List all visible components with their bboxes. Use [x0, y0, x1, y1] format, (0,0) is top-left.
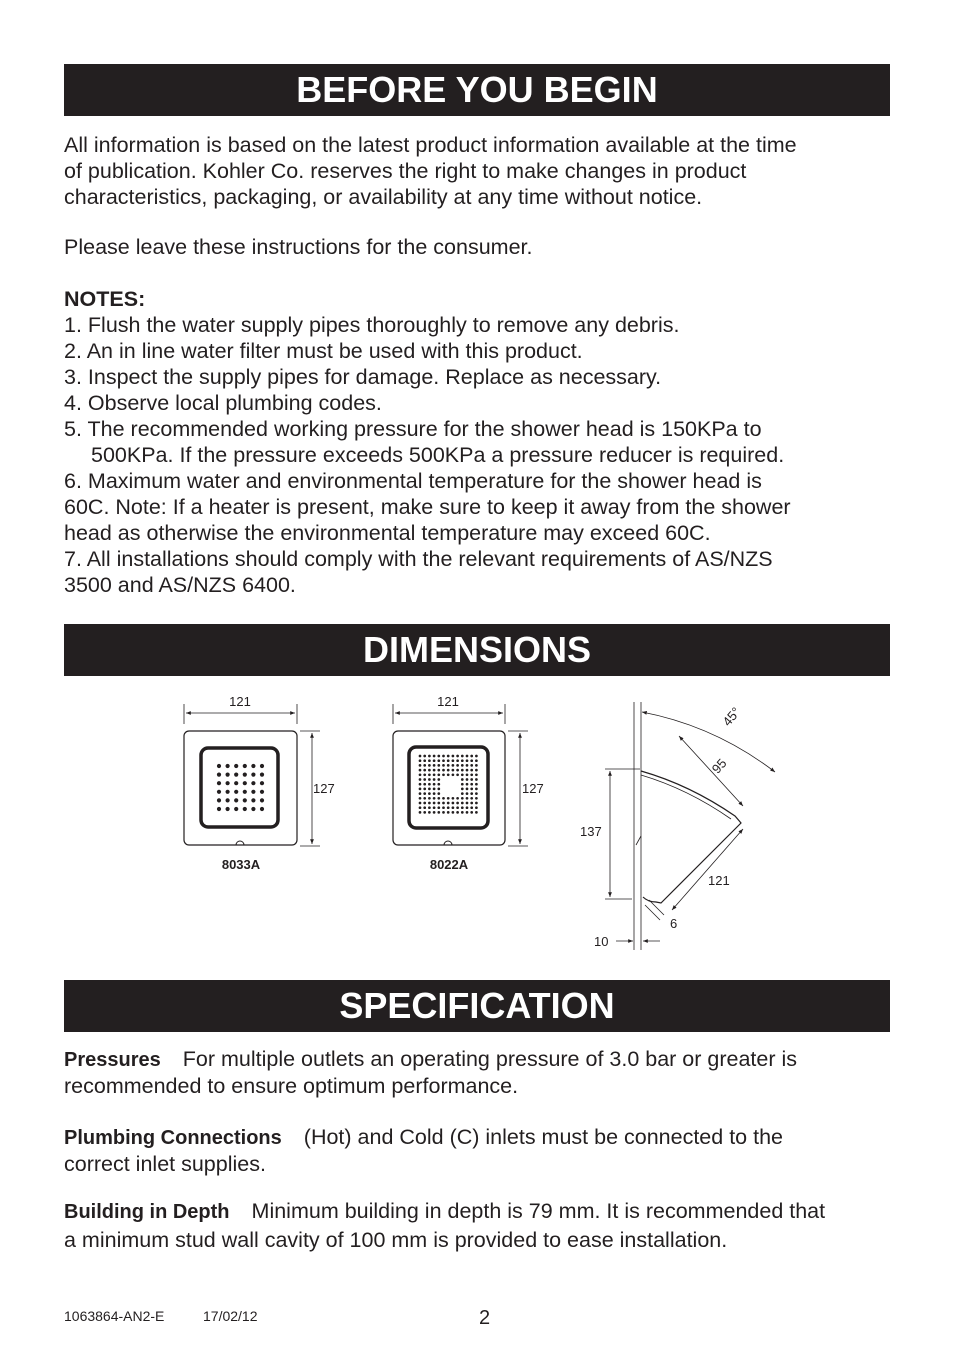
spray-nozzle-dot: [456, 759, 459, 762]
width-label-8033a: 121: [229, 694, 251, 709]
spray-nozzle-dot: [452, 764, 455, 767]
spray-nozzle-dot: [475, 773, 478, 776]
spray-nozzle-dot: [251, 798, 255, 802]
spray-nozzle-dot: [260, 781, 264, 785]
spray-nozzle-dot: [475, 802, 478, 805]
spray-nozzle-dot: [470, 811, 473, 814]
spray-nozzle-dot: [423, 783, 426, 786]
spray-nozzle-dot: [466, 788, 469, 791]
plumbing-text: (Hot) and Cold (C) inlets must be connected to the: [303, 1125, 783, 1149]
spray-nozzle-dot: [260, 773, 264, 777]
spray-nozzle-dot: [470, 769, 473, 772]
spray-nozzle-dot: [452, 811, 455, 814]
spray-nozzle-dot: [423, 759, 426, 762]
note-line: 6. Maximum water and environmental temperature for the shower head is: [64, 469, 762, 493]
spray-nozzle-dot: [470, 802, 473, 805]
spray-nozzle-dot: [475, 769, 478, 772]
spray-nozzle-dot: [470, 788, 473, 791]
spray-nozzle-dot: [428, 811, 431, 814]
spray-nozzle-dot: [433, 797, 436, 800]
spray-nozzle-dot: [470, 773, 473, 776]
spray-nozzle-dot: [226, 807, 230, 811]
note-line: head as otherwise the environmental temperature may exceed 60C.: [64, 521, 711, 545]
spray-nozzle-dot: [447, 811, 450, 814]
spray-nozzle-dot: [456, 769, 459, 772]
spray-nozzle-dot: [456, 811, 459, 814]
pressures-text: For multiple outlets an operating pressure of 3.0 bar or greater is: [182, 1047, 798, 1071]
page-number: 2: [479, 1307, 491, 1329]
spray-nozzle-dot: [423, 797, 426, 800]
spray-nozzle-dot: [466, 783, 469, 786]
spray-nozzle-dot: [466, 773, 469, 776]
spray-nozzle-dot: [428, 755, 431, 758]
spray-nozzle-dot: [447, 802, 450, 805]
height-label-8022a: 127: [522, 781, 544, 796]
spray-nozzle-dot: [437, 788, 440, 791]
spray-nozzle-dot: [217, 781, 221, 785]
spray-nozzle-dot: [243, 781, 247, 785]
spray-nozzle-dot: [419, 797, 422, 800]
spray-nozzle-dot: [470, 755, 473, 758]
spray-nozzle-dot: [433, 811, 436, 814]
document-date: 17/02/12: [203, 1308, 258, 1324]
spray-nozzle-dot: [260, 764, 264, 768]
spray-nozzle-dot: [456, 797, 459, 800]
spray-nozzle-dot: [466, 769, 469, 772]
spray-nozzle-dot: [423, 778, 426, 781]
note-line: 3500 and AS/NZS 6400.: [64, 573, 296, 597]
spray-nozzle-dot: [243, 773, 247, 777]
spray-nozzle-dot: [442, 797, 445, 800]
spray-nozzle-dot: [423, 802, 426, 805]
spray-nozzle-dot: [466, 755, 469, 758]
spray-nozzle-dot: [217, 807, 221, 811]
spray-nozzle-dot: [447, 764, 450, 767]
spray-nozzle-dot: [428, 783, 431, 786]
plumbing-text-continued: correct inlet supplies.: [64, 1152, 266, 1176]
spray-nozzle-dot: [447, 797, 450, 800]
spray-nozzle-dot: [243, 764, 247, 768]
spray-nozzle-dot: [437, 764, 440, 767]
plumbing-connections-label: Plumbing Connections: [64, 1127, 282, 1149]
spray-nozzle-dot: [447, 773, 450, 776]
arm-length-label: 95: [708, 755, 730, 777]
height-label-8033a: 127: [313, 781, 335, 796]
spray-nozzle-dot: [452, 797, 455, 800]
spray-nozzle-dot: [437, 797, 440, 800]
spray-nozzle-dot: [226, 773, 230, 777]
spray-nozzle-dot: [428, 797, 431, 800]
spray-nozzle-dot: [226, 764, 230, 768]
spray-nozzle-dot: [419, 764, 422, 767]
spray-nozzle-dot: [433, 802, 436, 805]
spray-nozzle-dot: [475, 778, 478, 781]
spray-nozzle-dot: [226, 781, 230, 785]
spray-nozzle-dot: [419, 792, 422, 795]
spray-nozzle-dot: [423, 811, 426, 814]
spray-nozzle-dot: [419, 788, 422, 791]
document-code: 1063864-AN2-E: [64, 1308, 165, 1324]
note-line: 2. An in line water filter must be used with this product.: [64, 339, 583, 363]
pressures-label: Pressures: [64, 1049, 161, 1071]
spray-nozzle-dot: [433, 773, 436, 776]
spray-nozzle-dot: [475, 811, 478, 814]
spray-nozzle-dot: [475, 806, 478, 809]
spray-nozzle-dot: [423, 755, 426, 758]
note-line: 4. Observe local plumbing codes.: [64, 391, 382, 415]
spray-nozzle-dot: [217, 790, 221, 794]
spray-nozzle-dot: [470, 778, 473, 781]
spray-nozzle-dot: [260, 798, 264, 802]
spray-nozzle-dot: [251, 773, 255, 777]
notes-list: [64, 286, 791, 598]
spray-nozzle-dot: [428, 769, 431, 772]
intro-line: characteristics, packaging, or availability at any time without notice.: [64, 185, 703, 209]
spray-nozzle-dot: [466, 806, 469, 809]
spray-nozzle-dot: [437, 783, 440, 786]
spray-nozzle-dot: [442, 811, 445, 814]
spray-nozzle-dot: [428, 764, 431, 767]
spray-nozzle-dot: [442, 773, 445, 776]
spray-nozzle-dot: [437, 778, 440, 781]
pressures-text-continued: recommended to ensure optimum performance.: [64, 1074, 519, 1098]
spray-nozzle-dot: [456, 755, 459, 758]
depth-spec-line: [64, 1199, 825, 1224]
spray-nozzle-dot: [243, 798, 247, 802]
spray-nozzle-dot: [433, 788, 436, 791]
spray-nozzle-dot: [217, 773, 221, 777]
spray-nozzle-dot: [437, 769, 440, 772]
note-line: 7. All installations should comply with the relevant requirements of AS/NZS: [64, 547, 773, 571]
spray-nozzle-dot: [442, 759, 445, 762]
note-line: 5. The recommended working pressure for the shower head is 150KPa to: [64, 417, 762, 441]
spray-nozzle-dot: [419, 759, 422, 762]
spray-nozzle-dot: [475, 755, 478, 758]
spray-nozzle-dot: [437, 802, 440, 805]
width-label-8022a: 121: [437, 694, 459, 709]
spray-nozzle-dot: [461, 755, 464, 758]
note-line: 1. Flush the water supply pipes thoroughly to remove any debris.: [64, 313, 680, 337]
building-in-depth-label: Building in Depth: [64, 1201, 230, 1223]
spray-nozzle-dot: [433, 769, 436, 772]
spray-nozzle-dot: [466, 811, 469, 814]
spray-nozzle-dot: [251, 790, 255, 794]
spray-nozzle-dot: [226, 790, 230, 794]
spray-nozzle-dot: [428, 759, 431, 762]
spray-nozzle-dot: [475, 783, 478, 786]
spray-nozzle-dot: [419, 806, 422, 809]
offset-label-side: 10: [594, 934, 609, 949]
spray-nozzle-dot: [437, 811, 440, 814]
spray-nozzle-dot: [423, 788, 426, 791]
spray-nozzle-dot: [437, 755, 440, 758]
spray-nozzle-dot: [466, 764, 469, 767]
height-label-side: 137: [580, 824, 602, 839]
spray-nozzle-dot: [442, 802, 445, 805]
spray-nozzle-dot: [470, 764, 473, 767]
spray-nozzle-dot: [470, 797, 473, 800]
spray-nozzle-dot: [428, 806, 431, 809]
spray-nozzle-dot: [234, 764, 238, 768]
spray-nozzle-dot: [456, 764, 459, 767]
gap-label-side: 6: [670, 916, 678, 931]
angle-label: 45°: [719, 704, 744, 729]
model-label-8033a: 8033A: [221, 857, 261, 872]
leave-instructions-note: Please leave these instructions for the consumer.: [64, 235, 533, 259]
spray-nozzle-dot: [428, 773, 431, 776]
spray-nozzle-dot: [217, 764, 221, 768]
shower-head-8022a-front-view: [393, 704, 528, 846]
spray-nozzle-dot: [442, 755, 445, 758]
spray-nozzle-dot: [447, 755, 450, 758]
spray-nozzle-dot: [461, 802, 464, 805]
spray-nozzle-dot: [234, 781, 238, 785]
note-line: 500KPa. If the pressure exceeds 500KPa a pressure reducer is required.: [91, 443, 785, 467]
spray-nozzle-dot: [452, 769, 455, 772]
spray-nozzle-dot: [456, 802, 459, 805]
spray-nozzle-dot: [437, 773, 440, 776]
spray-nozzle-dot: [428, 788, 431, 791]
spray-nozzle-dot: [437, 759, 440, 762]
spray-nozzle-dot: [442, 769, 445, 772]
spray-nozzle-dot: [226, 798, 230, 802]
spray-nozzle-dot: [466, 759, 469, 762]
before-you-begin-heading: BEFORE YOU BEGIN: [64, 64, 890, 116]
spray-nozzle-dot: [442, 764, 445, 767]
spray-nozzle-dot: [475, 792, 478, 795]
spray-nozzle-dot: [461, 806, 464, 809]
spray-nozzle-dot: [433, 764, 436, 767]
spray-nozzle-dot: [251, 764, 255, 768]
spray-nozzle-dot: [433, 778, 436, 781]
spray-nozzle-dot: [423, 764, 426, 767]
shower-head-side-view: [605, 702, 775, 950]
spray-nozzle-dot: [251, 781, 255, 785]
spray-nozzle-dot: [433, 792, 436, 795]
pressures-spec-line: [64, 1047, 797, 1072]
spray-nozzle-dot: [234, 790, 238, 794]
spray-nozzle-dot: [452, 806, 455, 809]
spray-nozzle-dot: [419, 802, 422, 805]
spray-nozzle-dot: [423, 769, 426, 772]
spray-nozzle-dot: [466, 792, 469, 795]
spray-nozzle-dot: [475, 788, 478, 791]
spray-nozzle-dot: [423, 806, 426, 809]
notes-heading: NOTES:: [64, 287, 146, 311]
spray-nozzle-dot: [419, 755, 422, 758]
spray-nozzle-dot: [461, 778, 464, 781]
spray-nozzle-dot: [452, 759, 455, 762]
intro-line: of publication. Kohler Co. reserves the right to make changes in product: [64, 159, 747, 183]
spray-nozzle-dot: [419, 773, 422, 776]
spray-nozzle-dot: [461, 764, 464, 767]
spray-nozzle-dot: [234, 773, 238, 777]
depth-text-continued: a minimum stud wall cavity of 100 mm is provided to ease installation.: [64, 1228, 728, 1252]
note-line: 60C. Note: If a heater is present, make sure to keep it away from the shower: [64, 495, 791, 519]
spray-nozzle-dot: [466, 778, 469, 781]
spray-nozzle-dot: [447, 806, 450, 809]
spray-nozzle-dot: [433, 759, 436, 762]
spray-nozzle-dot: [461, 797, 464, 800]
plumbing-spec-line: [64, 1125, 783, 1150]
spray-nozzle-dot: [461, 788, 464, 791]
spray-nozzle-dot: [442, 806, 445, 809]
spray-nozzles-8033a: [217, 764, 264, 811]
spray-nozzle-dot: [461, 792, 464, 795]
spray-nozzle-dot: [475, 797, 478, 800]
spray-nozzle-dot: [461, 769, 464, 772]
spray-nozzle-dot: [419, 783, 422, 786]
spray-nozzle-dot: [433, 783, 436, 786]
spray-nozzle-dot: [433, 806, 436, 809]
spray-nozzle-dot: [234, 798, 238, 802]
spray-nozzle-dot: [470, 806, 473, 809]
note-line: 3. Inspect the supply pipes for damage. Replace as necessary.: [64, 365, 662, 389]
spray-nozzle-dot: [217, 798, 221, 802]
spray-nozzles-8022a: [419, 755, 478, 814]
length-label-side: 121: [708, 873, 730, 888]
spray-nozzle-dot: [452, 773, 455, 776]
spray-nozzle-dot: [456, 806, 459, 809]
dimensions-heading: DIMENSIONS: [64, 624, 890, 676]
spray-nozzle-dot: [475, 764, 478, 767]
intro-line: All information is based on the latest product information available at the time: [64, 133, 797, 157]
spray-nozzle-dot: [447, 759, 450, 762]
spray-nozzle-dot: [475, 759, 478, 762]
spray-nozzle-dot: [428, 792, 431, 795]
specification-heading: SPECIFICATION: [64, 980, 890, 1032]
spray-nozzle-dot: [466, 797, 469, 800]
spray-nozzle-dot: [423, 773, 426, 776]
shower-head-8033a-front-view: [184, 704, 320, 846]
spray-nozzle-dot: [433, 755, 436, 758]
spray-nozzle-dot: [260, 790, 264, 794]
depth-text: Minimum building in depth is 79 mm. It is recommended that: [251, 1199, 826, 1223]
spray-nozzle-dot: [447, 769, 450, 772]
spray-nozzle-dot: [428, 778, 431, 781]
spray-nozzle-dot: [437, 806, 440, 809]
spray-nozzle-dot: [423, 792, 426, 795]
spray-nozzle-dot: [452, 802, 455, 805]
intro-paragraph: [64, 132, 797, 210]
spray-nozzle-dot: [461, 783, 464, 786]
spray-nozzle-dot: [470, 792, 473, 795]
spray-nozzle-dot: [260, 807, 264, 811]
spray-nozzle-dot: [452, 755, 455, 758]
spray-nozzle-dot: [461, 759, 464, 762]
spray-nozzle-dot: [470, 759, 473, 762]
spray-nozzle-dot: [461, 811, 464, 814]
model-label-8022a: 8022A: [429, 857, 469, 872]
spray-nozzle-dot: [419, 778, 422, 781]
spray-nozzle-dot: [251, 807, 255, 811]
spray-nozzle-dot: [461, 773, 464, 776]
spray-nozzle-dot: [456, 773, 459, 776]
spray-nozzle-dot: [466, 802, 469, 805]
spray-nozzle-dot: [234, 807, 238, 811]
spray-nozzle-dot: [470, 783, 473, 786]
spray-nozzle-dot: [419, 769, 422, 772]
spray-nozzle-dot: [428, 802, 431, 805]
spray-nozzle-dot: [419, 811, 422, 814]
spray-nozzle-dot: [243, 807, 247, 811]
spray-nozzle-dot: [243, 790, 247, 794]
spray-nozzle-dot: [437, 792, 440, 795]
